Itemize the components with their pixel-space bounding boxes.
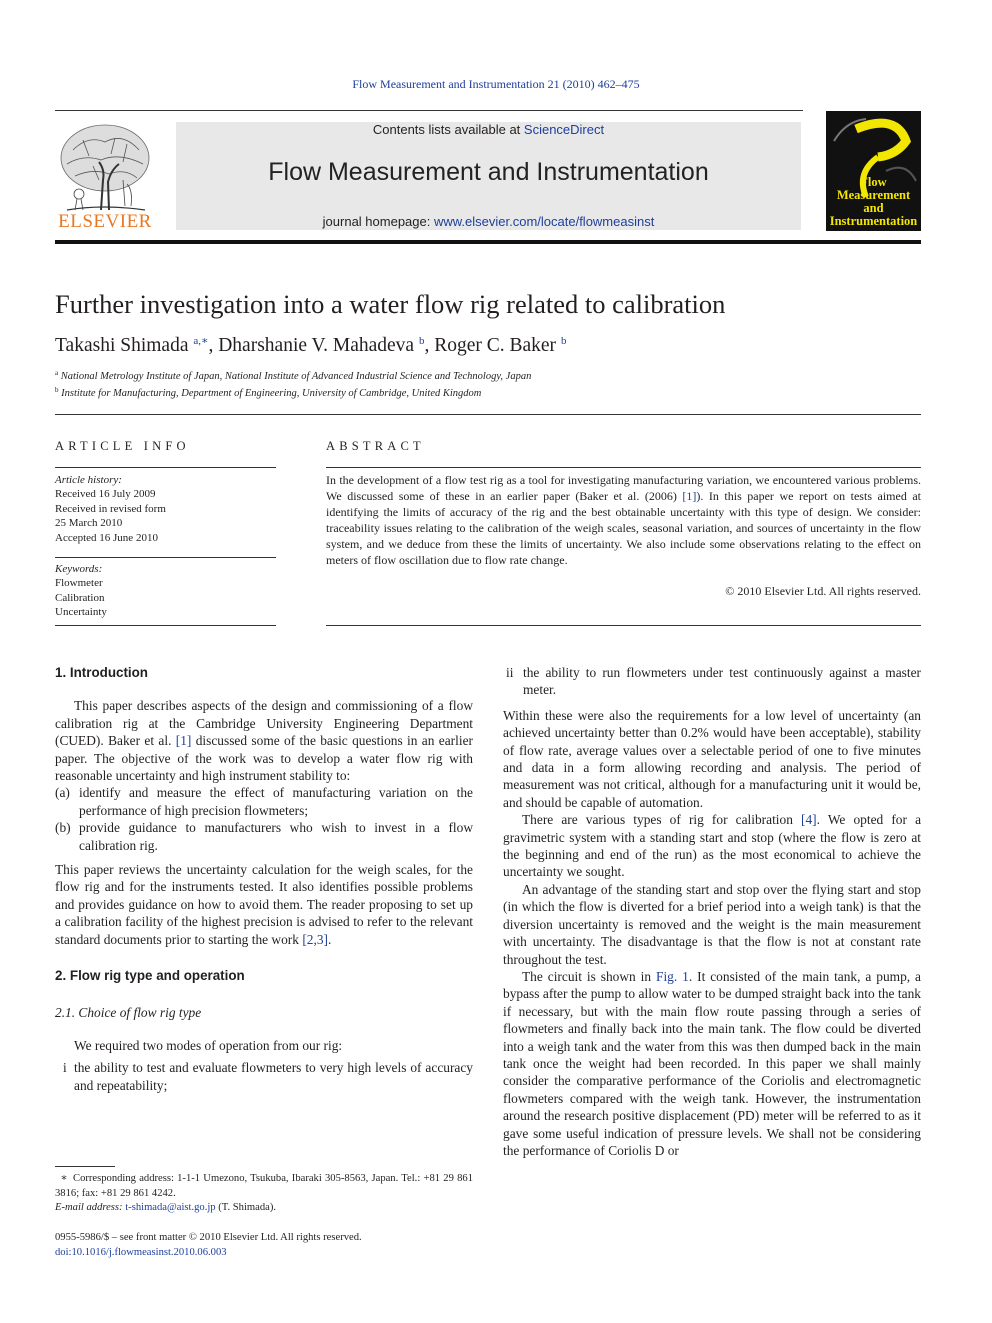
keywords (55, 562, 107, 620)
list-label: ii (506, 665, 514, 680)
paragraph (503, 968, 921, 1159)
cover-title-line2: and Instrumentation (829, 201, 918, 228)
citation-link[interactable]: [1] (175, 733, 192, 749)
contents-line (176, 122, 801, 137)
list-item (503, 664, 921, 699)
author-name: Takashi Shimada (55, 335, 189, 356)
history-label: Article history: (55, 474, 122, 486)
cover-title (828, 176, 919, 228)
affiliation-b (55, 386, 481, 399)
journal-homepage-link[interactable]: www.elsevier.com/locate/flowmeasinst (433, 214, 655, 229)
affiliation-text: Institute for Manufacturing, Department of Engineering, University of Cambridge, United Kingdom (61, 388, 482, 399)
paragraph: An advantage of the standing start and stop over the flying start and stop (in which the flow is diverted for a brief period into a weigh tank) is that the diversion uncertainty is removed and the weight is the main measurement with uncertainty. The disadvantage is that the flow is not at constant rate throughout the test. (503, 881, 921, 967)
text-run: . (327, 931, 332, 947)
journal-title: Flow Measurement and Instrumentation (268, 158, 709, 186)
masthead-thick-rule (55, 240, 921, 244)
article-title: Further investigation into a water flow rig related to calibration (55, 289, 726, 319)
footnote-text: Corresponding address: 1-1-1 Umezono, Tsukuba, Ibaraki 305-8563, Japan. Tel.: +81 29 861 3816; fax: +81 29 861 4242. (55, 1173, 473, 1199)
text-run: discussed some of the basic questions in an earlier paper. The objective of the work was to develop a water flow rig with reasonable uncertainty and high instrument stability to: (55, 733, 473, 784)
list-text: the ability to test and evaluate flowmeters to very high levels of accuracy and repeatability; (74, 1060, 473, 1093)
homepage-prefix: journal homepage: (322, 214, 434, 229)
email-label: E-mail address: (55, 1202, 126, 1214)
paragraph: We required two modes of operation from our rig: (74, 1037, 343, 1053)
text-run: This paper reviews the uncertainty calculation for the weigh scales, for the flow rig and for the instruments tested. It also identifies possible problems and provides guidance on how to avoid them. The reader proposing to set up a calibration facility of the highest precision is advised to refer to the relevant standard documents prior to starting the work (55, 862, 473, 947)
running-header[interactable]: Flow Measurement and Instrumentation 21 (2010) 462–475 (352, 77, 640, 91)
history-item: Accepted 16 June 2010 (55, 531, 158, 544)
info-rule (55, 557, 276, 558)
info-rule (55, 625, 276, 626)
list-item (55, 819, 473, 854)
citation-link[interactable]: [2,3] (302, 931, 328, 947)
text-run: There are various types of rig for calibration (522, 812, 802, 828)
paragraph (55, 861, 473, 948)
email-suffix: (T. Shimada). (215, 1202, 277, 1214)
footnote-marker: ∗ (60, 1173, 68, 1184)
history-item: Received 16 July 2009 (55, 488, 156, 501)
journal-cover-image[interactable] (826, 111, 921, 231)
keywords-label: Keywords: (55, 563, 103, 575)
info-rule (55, 467, 276, 468)
keyword-item: Uncertainty (55, 606, 107, 619)
citation-link[interactable]: [1] (682, 489, 697, 503)
footnote-rule (55, 1166, 115, 1167)
author-separator: , (208, 335, 219, 356)
text-run: This paper describes aspects of the design and commissioning of a flow calibration rig at the Cambridge University Engineering Department (CUED). Baker et al. (55, 698, 473, 749)
sciencedirect-link[interactable]: ScienceDirect (523, 122, 605, 137)
paragraph (55, 697, 473, 784)
email-link[interactable]: t-shimada@aist.go.jp (125, 1202, 216, 1214)
header-rule (55, 110, 803, 111)
list-text: identify and measure the effect of manufacturing variation on the performance of high precision flowmeters; (79, 785, 473, 818)
history-item: 25 March 2010 (55, 517, 123, 530)
doi-link[interactable]: doi:10.1016/j.flowmeasinst.2010.06.003 (55, 1247, 227, 1258)
history-item: Received in revised form (55, 502, 166, 515)
subsection-heading: 2.1. Choice of flow rig type (55, 1004, 202, 1020)
author-separator: , (424, 335, 435, 356)
abstract-rule (326, 625, 921, 626)
cover-title-line1: Flow Measurement (836, 175, 911, 202)
list-text: the ability to run flowmeters under test continuously against a master meter. (523, 665, 921, 698)
list-item (55, 784, 473, 819)
list-item (55, 1059, 473, 1094)
journal-masthead (176, 122, 801, 230)
abstract-copyright: © 2010 Elsevier Ltd. All rights reserved. (725, 584, 921, 598)
list-label: (b) (55, 820, 71, 836)
affiliation-text: National Metrology Institute of Japan, National Institute of Advanced Industrial Science and Technology, Japan (60, 371, 532, 382)
paragraph (503, 811, 921, 881)
article-history (55, 473, 166, 545)
list-label: (a) (55, 785, 70, 801)
affiliation-rule (55, 414, 921, 415)
abstract-part: ). In this paper we report on tests aimed at identifying the limits of accuracy of the rig and the best obtainable uncertainty with this type of design. We consider: traceability issues relating to the calibration of the weigh scales, seasonal variation, and sources of uncertainty in the flow system, and we deduce from these the limits of uncertainty. We also include some observations relating to the effect on meters of flow oscillation due to flow rate change. (326, 489, 922, 567)
affiliation-marker: a (55, 369, 59, 377)
text-run: . We opted for a gravimetric system with a standing start and stop (where the flow is zero at the beginning and end of the run) as the most economical to achieve the uncertainty we sought. (503, 812, 922, 880)
author-affiliation-marker[interactable]: b (418, 335, 425, 347)
abstract-rule (326, 467, 921, 468)
homepage-line (176, 214, 801, 229)
affiliation-marker: b (55, 386, 59, 394)
issn-line: 0955-5986/$ – see front matter © 2010 Elsevier Ltd. All rights reserved. (55, 1232, 362, 1243)
author-list (55, 334, 566, 357)
section-heading: 1. Introduction (55, 665, 148, 680)
body-column-left (55, 664, 473, 1094)
keyword-item: Calibration (55, 591, 105, 604)
body-column-right (503, 664, 921, 1159)
figure-link[interactable]: Fig. 1 (656, 968, 689, 984)
contents-prefix: Contents lists available at (372, 122, 524, 137)
list-text: provide guidance to manufacturers who wish to invest in a flow calibration rig. (79, 820, 473, 853)
paragraph: Within these were also the requirements for a low level of uncertainty (an achieved uncertainty better than 0.2% would have been acceptable), stability of flow rate, average values over a selectable period of one to five minutes and data in a form allowing recording and analysis. The period of measurement was not critical, although for a manufacturing unit it would be, and should be capable of automation. (503, 707, 921, 810)
article-info-heading: ARTICLE INFO (55, 439, 190, 453)
elsevier-wordmark: ELSEVIER (58, 211, 152, 232)
citation-link[interactable]: [4] (801, 812, 817, 828)
page-footer (55, 1230, 362, 1260)
abstract-text (326, 472, 921, 568)
text-run: The circuit is shown in (522, 968, 656, 984)
abstract-part: In the development of a flow test rig as a tool for investigating manufacturing variation, we encountered various problems. We discussed some of these in an earlier paper (Baker et al. (2006) (326, 473, 921, 503)
affiliation-a (55, 369, 531, 382)
text-run: . It consisted of the main tank, a pump, a bypass after the pump to allow water to be dumped straight back into the tank if necessary, but with the main flow route passing through a series of flowmeters and finally back into the main tank. The flow could be diverted into a weigh tank and the water from this was then dumped back in the main tank once the weight had been recorded. In this paper we shall mainly consider the comparative performance of the Coriolis and electromagnetic flowmeters compared with the weigh tank. However, the instrumentation around the research positive displacement (PD) meter will be referred to as it gave some useful indication of pressure levels. We shall not be considering the performance of Coriolis D or (503, 968, 922, 1158)
author-affiliation-marker[interactable]: a,∗ (193, 335, 209, 347)
keyword-item: Flowmeter (55, 577, 103, 590)
abstract-heading: ABSTRACT (326, 439, 425, 453)
footnote (55, 1172, 473, 1216)
list-label: i (63, 1060, 67, 1076)
author-affiliation-marker[interactable]: b (560, 335, 567, 347)
author-name: Dharshanie V. Mahadeva (218, 335, 415, 356)
author-name: Roger C. Baker (434, 335, 557, 356)
section-heading: 2. Flow rig type and operation (55, 968, 245, 984)
